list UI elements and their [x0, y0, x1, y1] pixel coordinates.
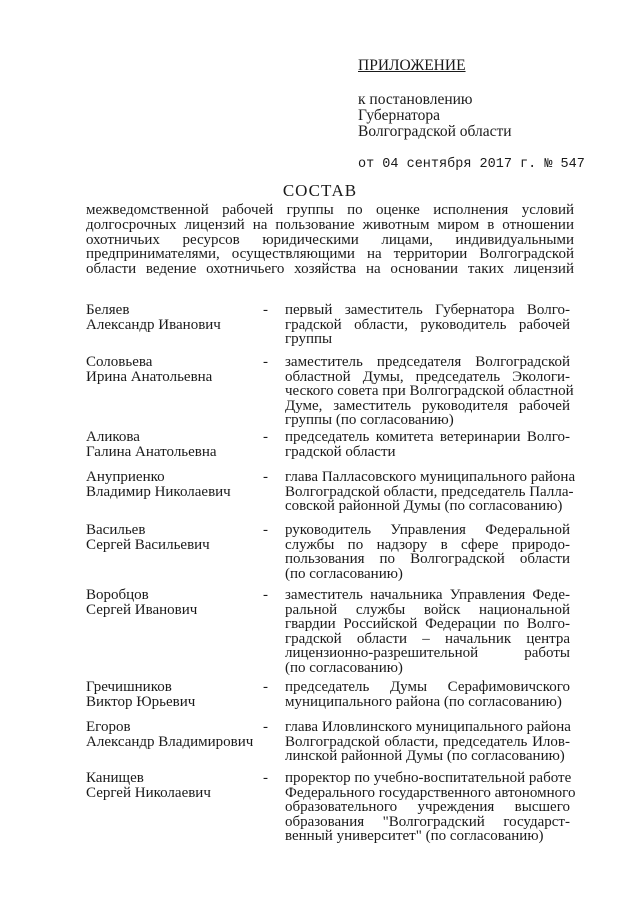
member-name: [86, 680, 261, 709]
member-role: [285, 588, 570, 675]
member-role: [285, 354, 574, 428]
subtitle-line: охотничьих ресурсов юридическими лицами, индивидуальными: [86, 231, 574, 248]
member-role-line: руководитель Управления Федеральной: [285, 522, 570, 538]
member-role-line: областной Думы, председатель Экологи-: [285, 368, 570, 385]
member-role: [285, 720, 570, 764]
member-role-line: образования "Волгоградский государст-: [285, 813, 570, 830]
member-surname: Канищев: [86, 770, 144, 786]
member-role-line: глава Иловлинского муниципального района: [285, 719, 571, 735]
member-given-names: Сергей Иванович: [86, 601, 198, 618]
member-surname: Соловьева: [86, 354, 153, 370]
member-role-line: службы по надзору в сфере природо-: [285, 536, 570, 553]
member-role: [285, 680, 570, 709]
subtitle-line: предпринимателями, осуществляющими на территории Волгоградской: [86, 246, 574, 263]
member-role-line: градской области: [285, 443, 396, 460]
member-role-line: совской районной Думы (по согласованию): [285, 498, 563, 514]
member-role: [285, 770, 576, 844]
member-name: [86, 430, 261, 459]
member-given-names: Ирина Анатольевна: [86, 368, 213, 385]
subtitle-line: области ведение охотничьего хозяйства на основании таких лицензий: [86, 261, 574, 278]
member-dash: -: [263, 469, 268, 485]
member-dash: -: [263, 522, 268, 538]
member-role-line: проректор по учебно-воспитательной работе: [285, 770, 572, 786]
member-role-line: ральной службы войск национальной: [285, 601, 570, 618]
member-dash: -: [263, 587, 268, 603]
member-surname: Воробцов: [86, 587, 149, 603]
member-given-names: Александр Иванович: [86, 316, 221, 333]
appendix-line: Губернатора: [358, 107, 440, 124]
member-given-names: Виктор Юрьевич: [86, 693, 196, 710]
member-role-line: муниципального района (по согласованию): [285, 693, 562, 710]
document-title: СОСТАВ: [282, 181, 358, 200]
member-given-names: Сергей Николаевич: [86, 784, 211, 801]
member-surname: Ануприенко: [86, 469, 165, 485]
member-role-line: градской области, руководитель рабочей: [285, 316, 570, 333]
member-dash: -: [263, 354, 268, 370]
member-name: [86, 470, 261, 499]
member-dash: -: [263, 719, 268, 735]
member-name: [86, 303, 261, 332]
member-role-line: ческого совета при Волгоградской областной: [285, 383, 574, 399]
member-name: [86, 523, 261, 552]
member-role-line: Думе, заместитель руководителя рабочей: [285, 397, 570, 414]
subtitle-line: долгосрочных лицензий на пользование животным миром в отношении: [86, 216, 574, 233]
member-role: [285, 469, 576, 514]
member-role-line: глава Палласовского муниципального района: [285, 469, 576, 485]
member-surname: Беляев: [86, 302, 130, 318]
member-surname: Аликова: [86, 429, 140, 445]
decree-date-number: от 04 сентября 2017 г. № 547: [358, 157, 585, 172]
member-role-line: заместитель начальника Управления Феде-: [285, 587, 570, 603]
member-name: [86, 588, 261, 617]
member-role: [285, 303, 570, 347]
member-dash: -: [263, 302, 268, 318]
member-name: [86, 355, 261, 384]
member-role-line: председатель комитета ветеринарии Волго-: [285, 429, 570, 445]
member-given-names: Владимир Николаевич: [86, 483, 231, 500]
member-role-line: образовательного учреждения высшего: [285, 799, 570, 815]
member-role-line: линской районной Думы (по согласованию): [285, 748, 565, 764]
member-role-line: градской области – начальник центра: [285, 630, 570, 647]
appendix-line: к постановлению: [358, 91, 473, 108]
member-role: [285, 523, 570, 581]
member-role-line: Волгоградской области, председатель Илов-: [285, 733, 570, 750]
member-dash: -: [263, 770, 268, 786]
member-surname: Васильев: [86, 522, 146, 538]
member-role-line: первый заместитель Губернатора Волго-: [285, 302, 570, 318]
member-surname: Гречишников: [86, 679, 172, 695]
member-given-names: Сергей Васильевич: [86, 536, 210, 553]
appendix-heading: ПРИЛОЖЕНИЕ: [358, 57, 466, 74]
member-role-line: группы: [285, 331, 333, 347]
member-given-names: Галина Анатольевна: [86, 443, 217, 460]
member-surname: Егоров: [86, 719, 131, 735]
member-role-line: гвардии Российской Федерации по Волго-: [285, 616, 570, 632]
member-role: [285, 430, 570, 459]
member-name: [86, 771, 261, 800]
subtitle-line: межведомственной рабочей группы по оценке исполнения условий: [86, 202, 574, 218]
member-role-line: лицензионно-разрешительной работы: [285, 645, 570, 661]
member-given-names: Александр Владимирович: [86, 733, 254, 750]
member-role-line: венный университет" (по согласованию): [285, 828, 544, 844]
member-role-line: Волгоградской области, председатель Палла-: [285, 483, 574, 500]
member-name: [86, 720, 261, 749]
member-role-line: председатель Думы Серафимовичского: [285, 679, 570, 695]
member-role-line: Федерального государственного автономного: [285, 784, 576, 801]
member-dash: -: [263, 429, 268, 445]
member-role-line: пользования по Волгоградской области: [285, 551, 570, 567]
member-role-line: (по согласованию): [285, 659, 403, 676]
member-role-line: заместитель председателя Волгоградской: [285, 354, 570, 370]
member-dash: -: [263, 679, 268, 695]
member-role-line: группы (по согласованию): [285, 412, 454, 428]
appendix-line: Волгоградской области: [358, 123, 512, 140]
member-role-line: (по согласованию): [285, 565, 403, 582]
